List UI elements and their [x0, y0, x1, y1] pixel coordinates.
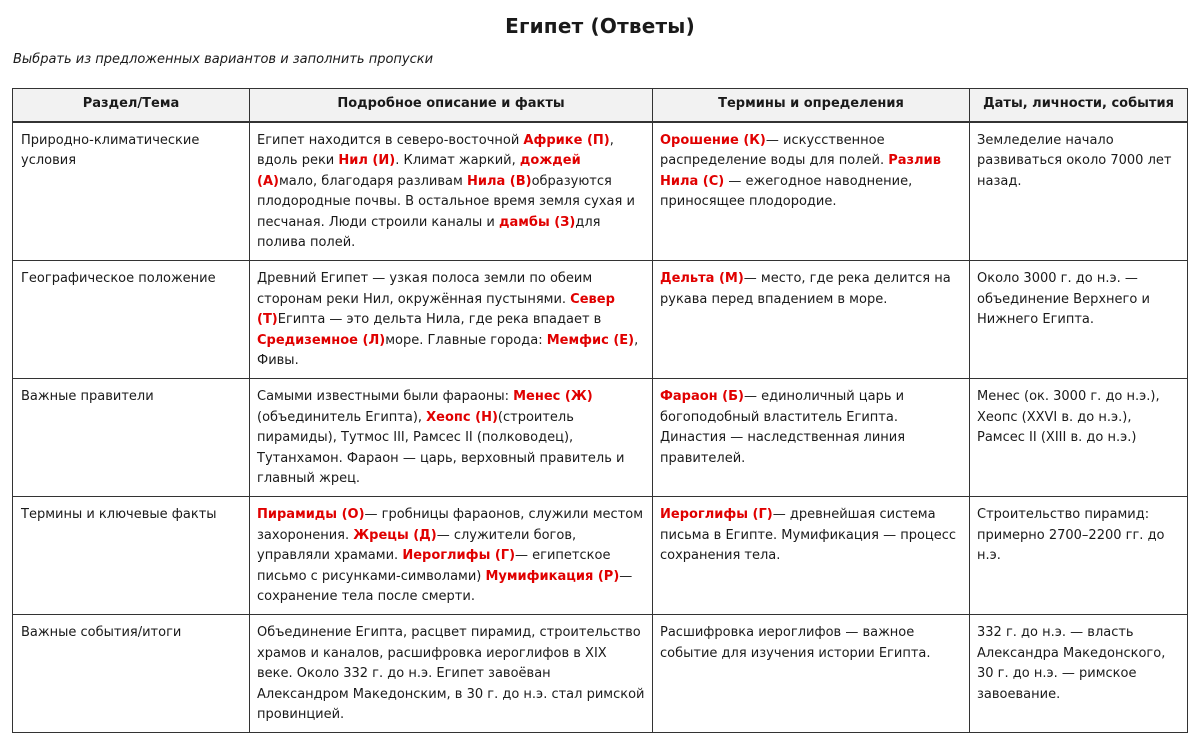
- cell-text: Египет находится в северо-восточной: [257, 132, 524, 148]
- terms-cell: [653, 122, 970, 261]
- terms-cell: [653, 615, 970, 733]
- answer-highlight: дождей (А): [257, 153, 581, 189]
- answer-highlight: Иероглифы (Г): [660, 507, 773, 523]
- topic-cell: [13, 261, 250, 379]
- answer-highlight: Пирамиды (О): [257, 507, 365, 523]
- cell-text: — место, где река делится на рукава перед впадением в море.: [660, 271, 951, 307]
- answer-highlight: Нил (И): [338, 153, 396, 169]
- dates-cell: [970, 615, 1188, 733]
- cell-text: Расшифровка иероглифов — важное событие для изучения истории Египта.: [660, 625, 931, 661]
- answer-highlight: Менес (Ж): [513, 389, 593, 405]
- cell-text: — сохранение тела после смерти.: [257, 568, 633, 605]
- answer-highlight: Орошение (К): [660, 132, 766, 148]
- cell-text: — служители богов, управляли храмами.: [257, 527, 577, 564]
- answer-highlight: Север (Т): [257, 291, 615, 328]
- description-cell: [250, 122, 653, 261]
- page-title: Египет (Ответы): [505, 14, 695, 38]
- cell-text: Менес (ок. 3000 г. до н.э.), Хеопс (XXVI в. до н.э.), Рамсес II (XIII в. до н.э.): [977, 389, 1160, 446]
- cell-text: образуются плодородные почвы. В остальное время земля сухая и песчаная. Люди строили каналы и: [257, 173, 635, 230]
- cell-text: — египетское письмо с рисунками-символами): [257, 548, 611, 584]
- description-cell: [250, 615, 653, 733]
- answer-highlight: дамбы (З): [498, 214, 576, 230]
- cell-text: море. Главные города:: [385, 332, 547, 348]
- cell-text: Египта — это дельта Нила, где река впадает в: [277, 312, 602, 328]
- cell-text: Объединение Египта, расцвет пирамид, строительство храмов и каналов, расшифровка иероглифов в XIX веке. Около 332 г. до н.э. Египет завоёван Александром Македонским, в 30 г. до н.э. стал римской провинцией.: [257, 625, 645, 723]
- terms-cell: [653, 497, 970, 615]
- dates-cell: [970, 379, 1188, 497]
- topic-cell: [13, 379, 250, 497]
- answer-highlight: Разлив Нила (С): [660, 153, 941, 189]
- cell-text: — гробницы фараонов, служили местом захоронения.: [257, 507, 644, 543]
- description-cell: [250, 261, 653, 379]
- answer-highlight: Дельта (М): [660, 271, 744, 287]
- answers-table: [12, 88, 1188, 733]
- cell-text: мало, благодаря разливам: [278, 173, 467, 189]
- answer-highlight: Иероглифы (Г): [402, 548, 516, 564]
- cell-text: , Фивы.: [257, 332, 639, 369]
- answer-highlight: Мумификация (Р): [485, 568, 620, 584]
- answer-highlight: Нила (В): [466, 173, 532, 189]
- cell-text: — искусственное распределение воды для полей.: [660, 132, 889, 169]
- cell-text: Важные правители: [21, 389, 154, 405]
- header-dates: Даты, личности, события: [970, 89, 1188, 122]
- answer-highlight: Мемфис (Е): [546, 332, 635, 348]
- cell-text: . Климат жаркий,: [395, 153, 520, 169]
- description-cell: [250, 379, 653, 497]
- cell-text: Природно-климатические условия: [21, 132, 200, 169]
- topic-cell: [13, 615, 250, 733]
- table-row: [13, 615, 1188, 733]
- cell-text: 332 г. до н.э. — власть Александра Македонского, 30 г. до н.э. — римское завоевание.: [977, 625, 1166, 702]
- dates-cell: [970, 497, 1188, 615]
- table-header-row: [13, 89, 1188, 122]
- table-body: [13, 122, 1188, 733]
- answer-highlight: Хеопс (Н): [426, 409, 498, 425]
- cell-text: Самыми известными были фараоны:: [257, 389, 514, 405]
- dates-cell: [970, 122, 1188, 261]
- cell-text: — древнейшая система письма в Египте. Мумификация — процесс сохранения тела.: [660, 507, 957, 564]
- cell-text: Строительство пирамид: примерно 2700–2200 гг. до н.э.: [977, 507, 1165, 564]
- answer-highlight: Фараон (Б): [660, 389, 744, 405]
- cell-text: — ежегодное наводнение, приносящее плодородие.: [660, 173, 913, 210]
- cell-text: (объединитель Египта),: [257, 409, 427, 425]
- table-row: [13, 122, 1188, 261]
- topic-cell: [13, 122, 250, 261]
- cell-text: Около 3000 г. до н.э. — объединение Верхнего и Нижнего Египта.: [977, 271, 1150, 328]
- cell-text: Важные события/итоги: [21, 625, 182, 640]
- terms-cell: [653, 379, 970, 497]
- header-terms: Термины и определения: [653, 89, 970, 122]
- dates-cell: [970, 261, 1188, 379]
- cell-text: Термины и ключевые факты: [21, 507, 217, 523]
- table-row: [13, 379, 1188, 497]
- terms-cell: [653, 261, 970, 379]
- answer-highlight: Жрецы (Д): [353, 527, 437, 543]
- cell-text: Земледелие начало развиваться около 7000 лет назад.: [977, 132, 1172, 189]
- cell-text: Географическое положение: [21, 271, 216, 287]
- cell-text: для полива полей.: [257, 214, 601, 251]
- header-description: Подробное описание и факты: [250, 89, 653, 122]
- cell-text: , вдоль реки: [257, 132, 614, 169]
- header-topic: Раздел/Тема: [13, 89, 250, 122]
- description-cell: [250, 497, 653, 615]
- cell-text: — единоличный царь и богоподобный властитель Египта. Династия — наследственная линия правителей.: [660, 389, 906, 466]
- answer-highlight: Африке (П): [523, 132, 610, 148]
- table-row: [13, 497, 1188, 615]
- cell-text: (строитель пирамиды), Тутмос III, Рамсес II (полководец), Тутанхамон. Фараон — царь, верховный правитель и главный жрец.: [257, 409, 625, 487]
- cell-text: Древний Египет — узкая полоса земли по обеим сторонам реки Нил, окружённая пустынями.: [257, 271, 593, 307]
- topic-cell: [13, 497, 250, 615]
- instructions: Выбрать из предложенных вариантов и заполнить пропуски: [13, 52, 434, 67]
- table-row: [13, 261, 1188, 379]
- answer-highlight: Средиземное (Л): [257, 332, 386, 348]
